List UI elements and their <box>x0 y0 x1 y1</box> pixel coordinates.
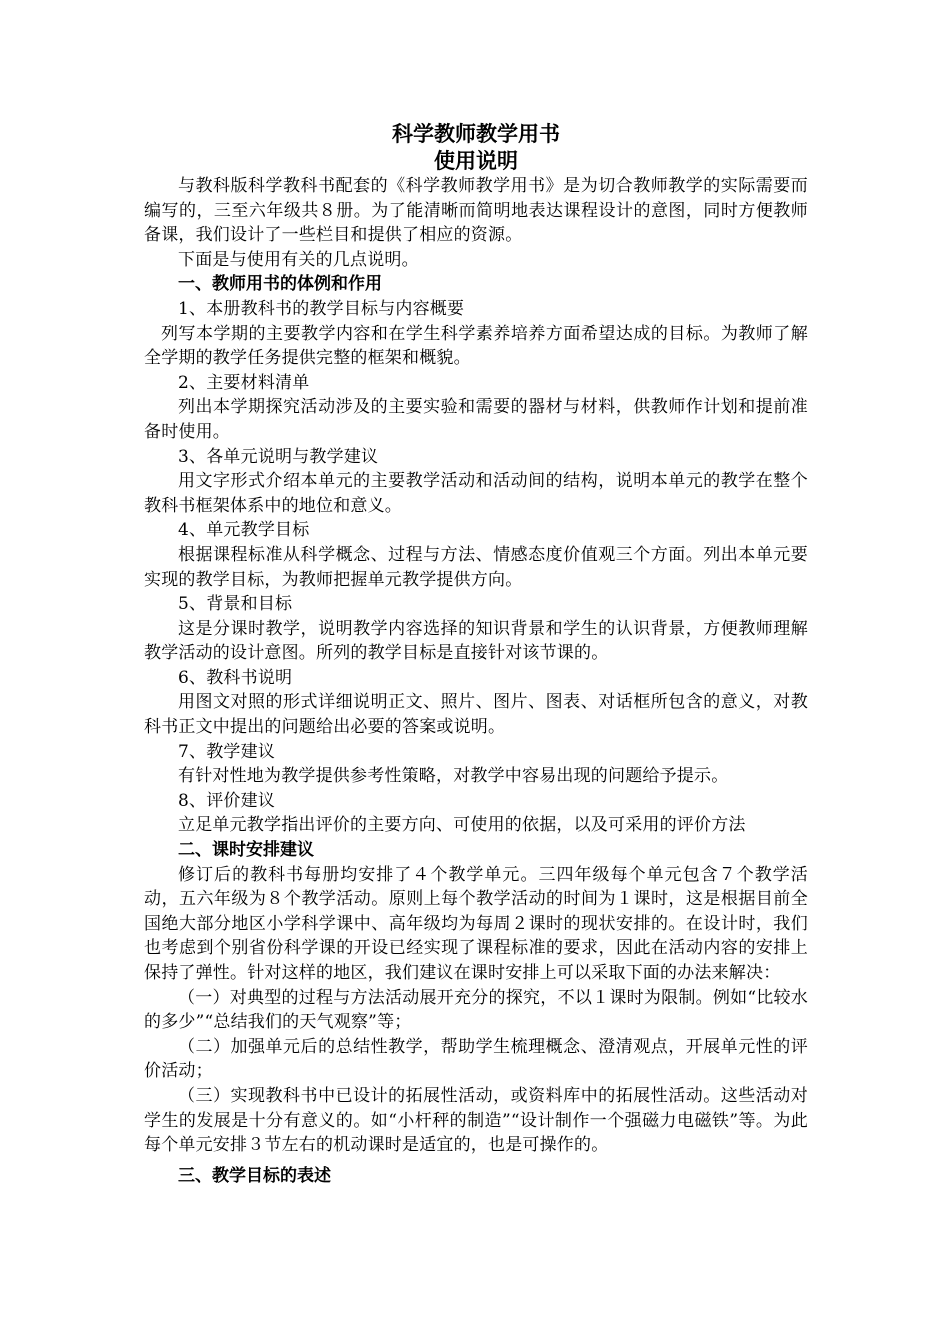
item-text: 列写本学期的主要教学内容和在学生科学素养培养方面希望达成的目标。为教师了解全学期的教学任务提供完整的框架和概貌。 <box>144 323 808 369</box>
item-label: 8、评价建议 <box>178 790 276 811</box>
item-text: 列出本学期探究活动涉及的主要实验和需要的器材与材料，供教师作计划和提前准备时使用。 <box>144 397 808 442</box>
item-text: 立足单元教学指出评价的主要方向、可使用的依据，以及可采用的评价方法 <box>178 815 746 836</box>
item-label: 7、教学建议 <box>178 741 276 762</box>
item-label: 3、各单元说明与教学建议 <box>178 446 379 467</box>
section-heading: 三、教学目标的表述 <box>178 1165 331 1186</box>
list-item: （二）加强单元后的总结性教学，帮助学生梳理概念、澄清观点，开展单元性的评价活动； <box>144 1036 808 1082</box>
document-subtitle: 使用说明 <box>434 148 518 173</box>
document-title: 科学教师教学用书 <box>392 121 560 146</box>
section-heading: 二、课时安排建议 <box>178 840 314 861</box>
item-text: 这是分课时教学，说明教学内容选择的知识背景和学生的认识背景，方便教师理解教学活动的设计意图。所列的教学目标是直接针对该节课的。 <box>144 618 808 664</box>
intro-note: 下面是与使用有关的几点说明。 <box>178 249 419 270</box>
list-item: （三）实现教科书中已设计的拓展性活动，或资料库中的拓展性活动。这些活动对学生的发展是十分有意义的。如“小杆秤的制造”“设计制作一个强磁力电磁铁”等。为此每个单元安排３节左右的机动课时是适宜的，也是可操作的。 <box>144 1085 808 1156</box>
item-text: 有针对性地为教学提供参考性策略，对教学中容易出现的问题给予提示。 <box>178 766 729 787</box>
item-label: 2、主要材料清单 <box>178 372 310 393</box>
item-label: 4、单元教学目标 <box>178 520 310 541</box>
item-text: 根据课程标准从科学概念、过程与方法、情感态度价值观三个方面。列出本单元要实现的教学目标，为教师把握单元教学提供方向。 <box>144 544 808 590</box>
item-label: 1、本册教科书的教学目标与内容概要 <box>178 298 465 319</box>
section-body: 修订后的教科书每册均安排了４个教学单元。三四年级每个单元包含７个教学活动，五六年级为８个教学活动。原则上每个教学活动的时间为１课时，这是根据目前全国绝大部分地区小学科学课中、高年级均为每周２课时的现状安排的。在设计时，我们也考虑到个别省份科学课的开设已经实现了课程标准的要求，因此在活动内容的安排上保持了弹性。针对这样的地区，我们建议在课时安排上可以采取下面的办法来解决： <box>144 864 808 983</box>
list-item: （一）对典型的过程与方法活动展开充分的探究，不以１课时为限制。例如“比较水的多少”“总结我们的天气观察”等； <box>144 987 808 1033</box>
document-page <box>144 120 808 1188</box>
intro-paragraph: 与教科版科学教科书配套的《科学教师教学用书》是为切合教师教学的实际需要而编写的，三至六年级共８册。为了能清晰而简明地表达课程设计的意图，同时方便教师备课，我们设计了一些栏目和提供了相应的资源。 <box>144 176 808 246</box>
item-text: 用文字形式介绍本单元的主要教学活动和活动间的结构，说明本单元的教学在整个教科书框架体系中的地位和意义。 <box>144 471 808 516</box>
item-text: 用图文对照的形式详细说明正文、照片、图片、图表、对话框所包含的意义，对教科书正文中提出的问题给出必要的答案或说明。 <box>144 692 808 738</box>
item-label: 5、背景和目标 <box>178 594 293 615</box>
item-label: 6、教科书说明 <box>178 667 293 688</box>
section-heading: 一、教师用书的体例和作用 <box>178 274 382 295</box>
